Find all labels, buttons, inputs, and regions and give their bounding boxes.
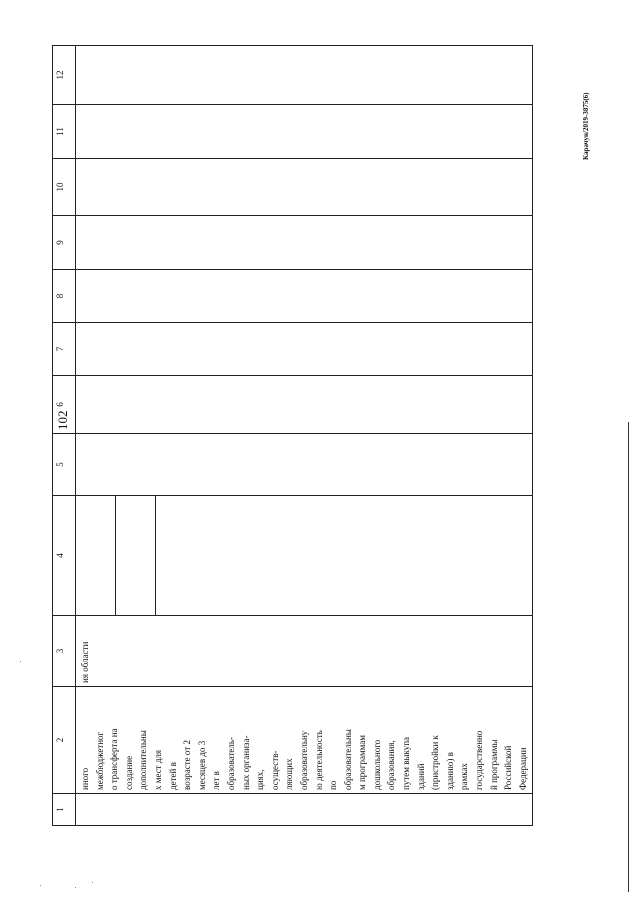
column-number: 11: [53, 105, 76, 159]
description-cell: иного межбюджетног о трансферта на создание дополнительны х мест для детей в возрасте от 2 месяцев до 3 лет в образователь- ных организа- циях, осуществ- ляющих образовательну ю деятельность по образовательны м программам дошкольного образования, путем выкупа зданий (пристройки к зданию) в рамках государственно й программы Российской Федерации: [76, 687, 533, 794]
row-number-cell: [76, 794, 533, 826]
scan-speck: [20, 661, 21, 662]
column-number: 12: [53, 46, 76, 105]
column-number: 7: [53, 323, 76, 376]
empty-cell: [76, 434, 533, 496]
empty-cell: [76, 270, 533, 323]
column-number: 2: [53, 687, 76, 794]
document-code: Карачун/2019-3875(6): [582, 92, 590, 160]
margin-line: [628, 422, 629, 892]
table-row: [76, 46, 533, 826]
page-number: 102: [55, 410, 70, 430]
empty-cell: [76, 216, 533, 270]
column-number: 9: [53, 216, 76, 270]
column-number: 8: [53, 270, 76, 323]
column-number: 6: [53, 376, 76, 434]
column-number: 10: [53, 159, 76, 216]
rotated-table-container: [52, 46, 527, 826]
empty-cell: [76, 105, 533, 159]
sub-row: [76, 496, 116, 615]
recipient-cell: ия области: [76, 616, 533, 687]
empty-cell: [76, 376, 533, 434]
empty-cell: [76, 323, 533, 376]
scan-speck: [75, 887, 76, 888]
empty-cell: [76, 46, 533, 105]
scan-speck: [92, 882, 93, 883]
empty-cell: [76, 159, 533, 216]
column-number: 1: [53, 794, 76, 826]
column-number: 5: [53, 434, 76, 496]
column-number-row: [53, 46, 76, 826]
column-number: 3: [53, 616, 76, 687]
sub-row: [156, 496, 195, 615]
subdivided-cell: [76, 496, 533, 616]
budget-table: [52, 45, 533, 826]
column-number: 4: [53, 496, 76, 616]
sub-row: [116, 496, 156, 615]
scan-speck: [40, 885, 41, 886]
